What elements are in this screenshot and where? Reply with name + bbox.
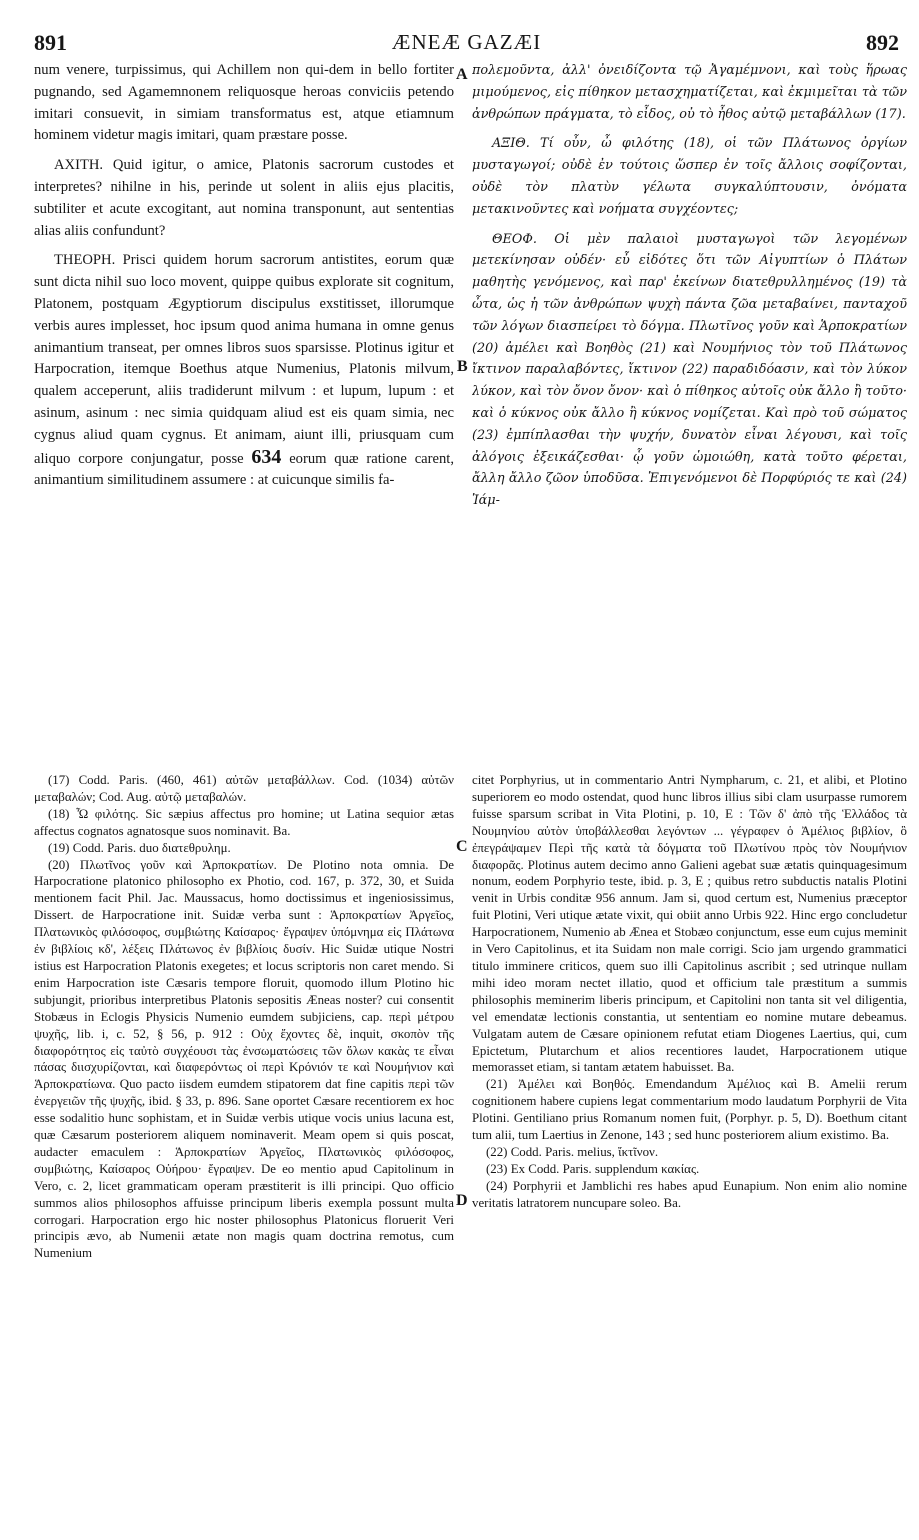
- running-title: ÆNEÆ GAZÆI: [391, 30, 542, 54]
- footnote-19: (19) Codd. Paris. duo διατεθρυλημ.: [48, 840, 231, 855]
- latin-paragraph-2: AXITH. Quid igitur, o amice, Platonis sacrorum custodes et interpretes? nihilne in his, perinde ut solent in aliis ejus placitis, subtiliter et acute excogitant, aut nomina transponunt, aut sententias alias aliis confundunt?: [34, 157, 454, 239]
- footnotes-right: [472, 772, 907, 1212]
- footnote-20-continued: citet Porphyrius, ut in commentario Antri Nympharum, c. 21, et alibi, et Plotino superiorem eo modo ostendat, quod hunc libros illius sibi clam usurpasse rumorem fuisse sparsum scribat in Vita Plotini, p. 10, E : Τῶν δ' ἀπὸ τῆς Ἑλλάδος τὰ Νουμηνίου αὐτὸν ὑποβάλλεσθαι λεγόντων ... γέγραφεν ὁ Ἀμέλιος βιβλίον, ὃ ἐπεγράψαμεν Περὶ τῆς κατὰ τὰ δόγματα τοῦ Πλωτίνου πρὸς τὸν Νουμήνιον διαφορᾶς. Plotinus autem decimo anno Galieni agebat suæ ætatis quinquagesimum nonum, eodem Porphyrio teste, ibid. p. 3, E ; quibus retro subductis natalis Plotini venit in Urbis conditæ 956 annum. Jam si, quod certum est, Numenius præceptor fuit Plotini, Veri utique ætate vixit, qui obiit anno Urbis 922. Hinc ergo concludetur Harpocrationem, Numenio ab Ænea et Stobæo conjunctum, esse eum cujus meminit in Vero Capitolinus, et ita Suidam non male corrigi. Scio jam urgendo grammatici titulo imminere criticos, quem suo illi Capitolinus ascribit ; sed utrinque nullam mihi ideo moram nectet illatio, quod et officium tale præstitum a summis philosophis meminerim liberis principum, et Capitolini non tanta sit vel diligentia, vel emendatæ lectionis constantia, ut sententiam eo nomine mutare debeamus. Vulgatam autem de Cæsare opinionem refutat etiam Diogenes Laertius, qui, cum Epictetum, Plutarchum et alios recentiores laudet, Harpocrationem utique memorasset etiam, si tantam ætatem habuisset. Ba.: [472, 773, 907, 1075]
- margin-letter-b: B: [457, 358, 468, 375]
- margin-letter-c: C: [456, 838, 468, 855]
- greek-column: [472, 60, 907, 512]
- latin-column: [34, 60, 454, 492]
- margin-letter-a: A: [456, 66, 468, 83]
- footnote-23: (23) Ex Codd. Paris. supplendum κακίας.: [486, 1161, 700, 1176]
- footnotes-left: [34, 772, 454, 1262]
- page-number-right: 892: [866, 30, 899, 55]
- latin-paragraph-3b: eorum quæ ratione carent, animantium similitudinem assumere : at cuicunque similis fa-: [34, 450, 454, 489]
- margin-letter-d: D: [456, 1192, 468, 1209]
- footnote-17: (17) Codd. Paris. (460, 461) αὐτῶν μεταβάλλων. Cod. (1034) αὐτῶν μεταβαλών; Cod. Aug. αὐτῷ μεταβαλών.: [34, 773, 454, 804]
- page-header: [34, 30, 899, 58]
- greek-paragraph-2: ΑΞΙΘ. Τί οὖν, ὦ φιλότης (18), οἱ τῶν Πλάτωνος ὀργίων μυσταγωγοί; οὐδὲ ἐν τούτοις ὥσπερ ἐν τοῖς ἄλλοις σοφίζονται, οὐδὲ τὸν πλατὺν γέλωτα συγκαλύπτουσιν, ὀνόματα μετακινοῦντες καὶ νοήματα συγχέοντες;: [472, 136, 907, 217]
- edition-page-number: 634: [251, 445, 282, 468]
- page-number-left: 891: [34, 30, 67, 55]
- latin-paragraph-3: [34, 250, 454, 492]
- footnote-24: (24) Porphyrii et Jamblichi res habes apud Eunapium. Non enim alio nomine veritatis latratorem nuncupare soleo. Ba.: [472, 1178, 907, 1210]
- greek-paragraph-1: πολεμοῦντα, ἀλλ' ὀνειδίζοντα τῷ Ἀγαμέμνονι, καὶ τοὺς ἥρωας μιμούμενος, εἰς πίθηκον μετασχηματίζεται, καὶ ἐκμιμεῖται τὰ τῶν ἀνθρώπων πράγματα, τὸ εἶδος, οὐ τὸ ἦθος αὐτῷ μεταβάλλων (17).: [472, 63, 907, 122]
- footnote-21: (21) Ἀμέλει καὶ Βοηθός. Emendandum Ἀμέλιος καὶ Β. Amelii rerum cognitionem habere cupiens legat commentarium modo laudatum Porphyrii de Vita Plotini. Gentiliano prius Romanum nomen fuit, (Porphyr. p. 5, D). Boethum citant tum alii, tum Laertius in Zenone, 143 ; sed hunc posteriorem alium existimo. Ba.: [472, 1077, 907, 1143]
- greek-paragraph-3: ΘΕΟΦ. Οἱ μὲν παλαιοὶ μυσταγωγοὶ τῶν λεγομένων μετεκίνησαν οὐδέν· εὖ εἰδότες ὅτι τῶν Αἰγυπτίων ὁ Πλάτων μαθητὴς γενόμενος, καὶ παρ' ἐκείνων διατεθρυλλημένος (19) τὰ ὦτα, ὡς ἡ τῶν ἀνθρώπων ψυχὴ πάντα ζῶα μεταβαίνει, πανταχοῦ τῶν λόγων διασπείρει τὸ δόγμα. Πλωτῖνος γοῦν καὶ Ἁρποκρατίων (20) ἀμέλει καὶ Βοηθὸς (21) καὶ Νουμήνιος τὸν τοῦ Πλάτωνος ἴκτινον παραλαβόντες, ἴκτινον (22) παραδιδόασιν, καὶ τὸν λύκον λύκον, καὶ τὸν ὄνον ὄνον· καὶ ὁ πίθηκος αὐτοῖς οὐκ ἄλλο ἢ τοῦτο· καὶ ὁ κύκνος οὐκ ἄλλο ἢ κύκνος νομίζεται. Καὶ πρὸ τοῦ σώματος (23) ἐμπίπλασθαι τὴν ψυχήν, δυνατὸν εἶναι λέγουσι, καὶ τοῖς ἀλόγοις ἐξεικάζεσθαι· ᾧ γοῦν ὡμοιώθη, κατὰ τοῦτο φέρεται, ἄλλη ἄλλο ζῶον ὑποδῦσα. Ἐπιγενόμενοι δὲ Πορφύριός τε καὶ (24) Ἰάμ-: [472, 231, 907, 509]
- footnote-18: (18) Ὦ φιλότης. Sic sæpius affectus pro homine; ut Latina sequior ætas affectus cognatos agnatosque suos nominavit. Ba.: [34, 806, 454, 838]
- footnote-22: (22) Codd. Paris. melius, ἴκτῖνον.: [486, 1144, 659, 1159]
- latin-paragraph-3a: THEOPH. Prisci quidem horum sacrorum antistites, eorum quæ sunt dicta nihil suo loco movent, quippe quibus explorate sit cognitum, Platonem, postquam Ægyptiorum discipulus exstitisset, illorumque verbis aures implesset, hoc ipsum quod anima humana in omne genus animantium transeat, per omnes libros suos sparsisse. Plotinus igitur et Harpocration, itemque Boethus atque Numenius, Platonis milvum, qualem acceperunt, aliis tradiderunt milvum : et lupum, lupum : et asinum, asinum : nec simia quidquam aliud est eis quam simia, nec cygnus aliud quam cygnus. Et animam, aiunt illi, priusquam cum aliquo corpore conjungatur, posse: [34, 252, 454, 467]
- latin-paragraph-1: num venere, turpissimus, qui Achillem non qui-dem in bello fortiter pugnando, sed Agamemnonem reliquosque heroas conviciis petendo imitari consuevit, in simiam transformatus est, atque etiamnum hominem videtur magis imitari, quam præstare posse.: [34, 62, 454, 144]
- footnote-20: (20) Πλωτῖνος γοῦν καὶ Ἁρποκρατίων. De Plotino nota omnia. De Harpocratione platonico philosopho ex Photio, cod. 167, p. 372, 30, et Suida mentionem facit Phil. Jac. Maussacus, homo doctissimus et ingeniosissimus, Dissert. de Harpocratione init. Suidæ verba sunt : Ἁρποκρατίων Ἀργεῖος, Πλατωνικὸς φιλόσοφος, συμβιώτης Καίσαρος· ἔγραψεν ὑπόμνημα εἰς Πλάτωνα ἐν βιβλίοις κδ', λέξεις Πλάτωνος ἐν βιβλίοις δυσίν. Hic Suidæ utique Nostri istius est Harpocration Platonis exegetes; et locus scriptoris non caret mendo. Si enim Harpocration iste Cæsaris tempore floruit, quomodo illum Plotino hic subjungit, prioribus interpretibus Platonis sepositis Æneas noster? cui consentit Stobæus in Eclogis Physicis Numenio eumdem subjiciens, cap. περὶ μέτρου ψυχῆς, lib. i, c. 52, § 56, p. 912 : Οὐχ ἔχοντες δὲ, inquit, σκοπὸν τῆς διαφορότητος εἰς ταὐτὸ συγχέουσι τὰς ἐνσωματώσεις τῶν ὅλων κακὰς τε εἶναι πάσας διισχυρίζονται, καὶ διαφερόντως οἱ περὶ Κρόνιόν τε καὶ Νουμήνιον καὶ Ἁρποκρατίωνα. Quo pacto iisdem eumdem stipatorem dat fine capitis περὶ τῶν ἐνεργειῶν τῆς ψυχῆς, ibid. § 33, p. 896. Sane oportet Cæsare recentiorem ex hoc esse sodalitio hunc sophistam, et in Suidæ verbis utique vocis unius lacuna est, quæ Cæsarum posteriorem aliquem nominaverit. Meam opem si quis poscat, audacter emaculem : Ἁρποκρατίων Ἀργεῖος, Πλατωνικὸς φιλόσοφος, συμβιώτης, Καίσαρος Οὐήρου· ἔγραψεν. De eo mentio apud Capitolinum in Vero, c. 2, licet grammaticam operam præstiterit is illi principi. Quo officio summos alios philosophos affuisse principum liberis exempla possunt multa corrogari. Harpocration ergo hic noster philosophus Platonicus floruerit Veri principis ævo, ab Numenii ætate non magis quam doctrina remotus, cum Numenium: [34, 857, 454, 1261]
